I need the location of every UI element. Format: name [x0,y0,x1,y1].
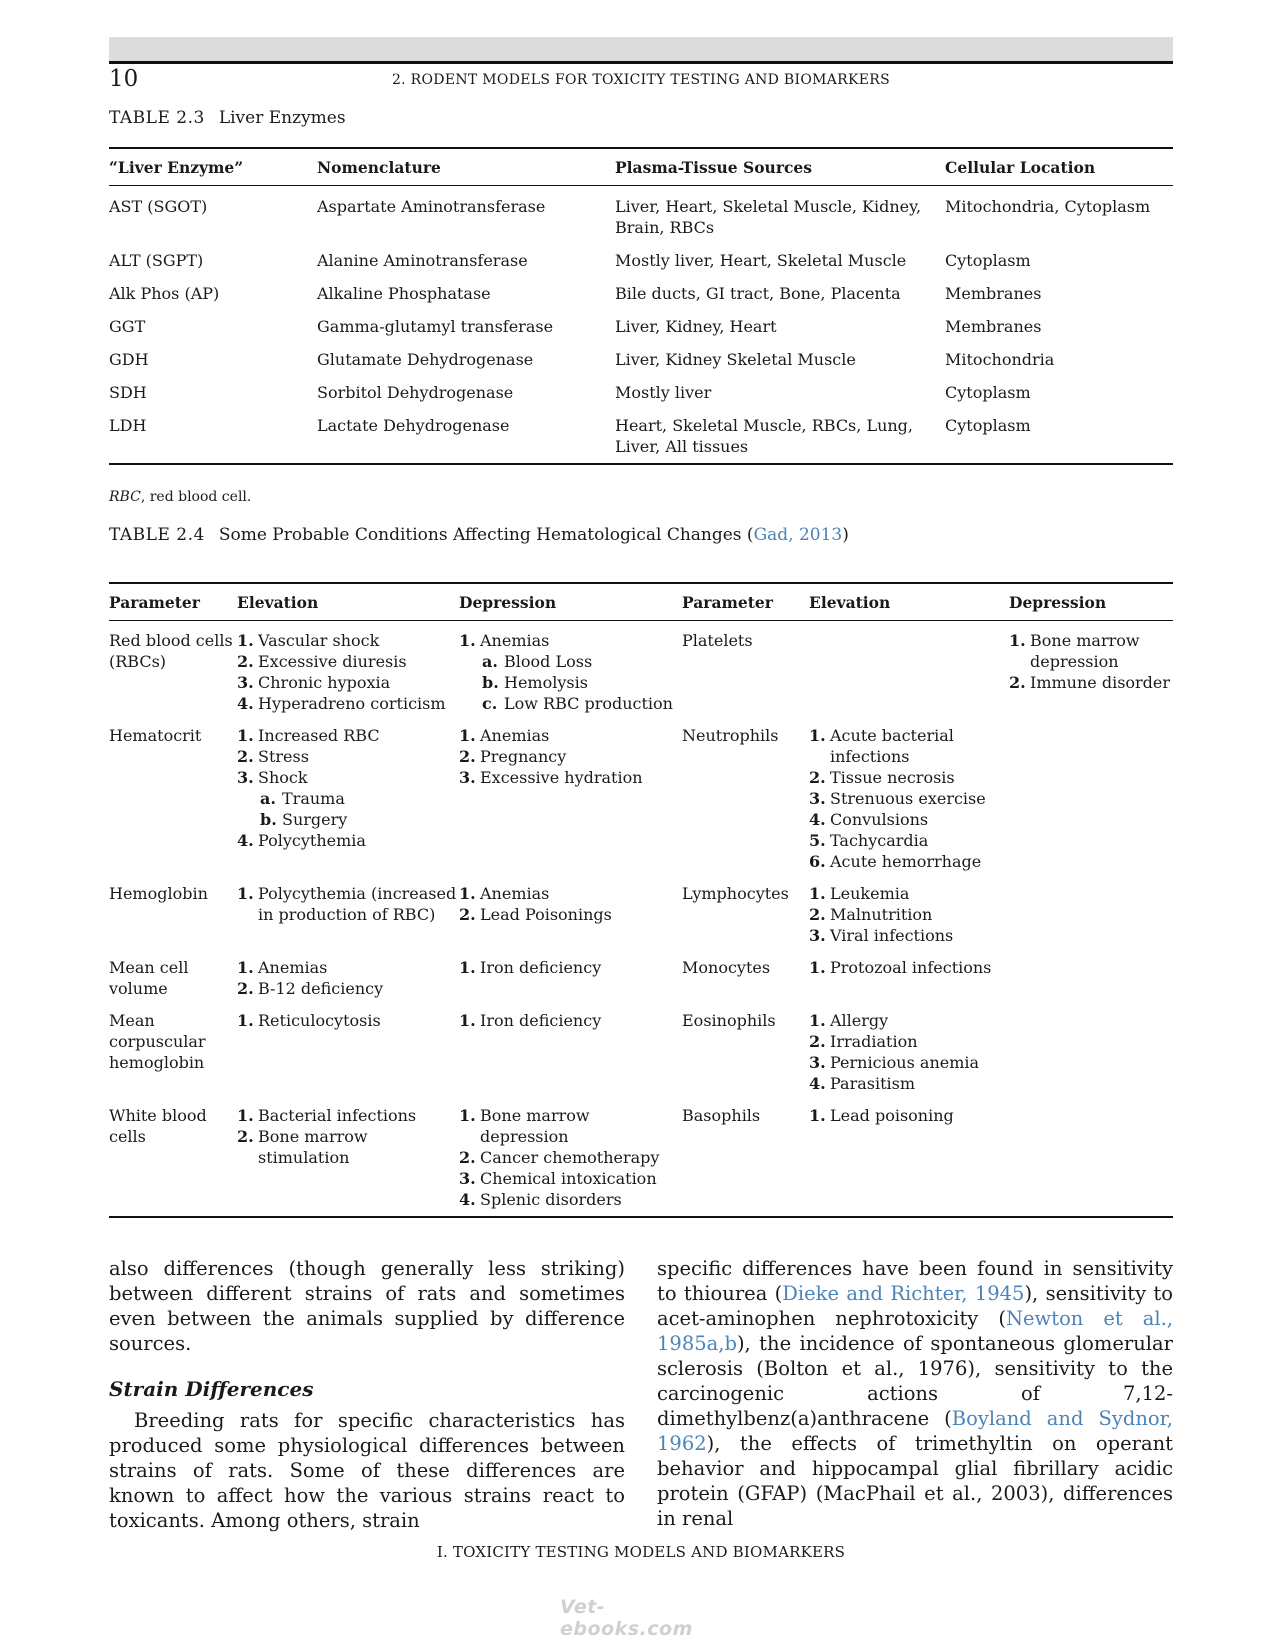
item-text: Stress [258,747,309,766]
elevation-cell [237,725,459,883]
numbered-list [809,957,1009,978]
table-number: TABLE 2.3 [109,108,205,128]
item-text: Cancer chemotherapy [480,1148,660,1167]
table-cell: GGT [109,317,146,336]
item-text: Protozoal infections [830,958,992,977]
item-number: 2. [237,652,254,671]
item-number: 1. [809,884,826,903]
item-number: 1. [809,1011,826,1030]
item-number: 1. [459,1011,476,1030]
table-row [109,349,1173,382]
list-item [1009,630,1173,672]
sub-list-item [260,788,459,809]
sub-list [260,788,459,830]
list-item [809,830,1009,851]
depression-cell [459,1105,682,1217]
item-letter: a. [482,652,498,671]
table-row [109,283,1173,316]
list-item [809,767,1009,788]
parameter-cell: Platelets [682,631,753,650]
item-text: Surgery [282,810,348,829]
numbered-list [459,630,682,714]
table-cell: Mitochondria, Cytoplasm [945,197,1151,216]
list-item [809,725,1009,767]
elevation-cell [809,1010,1009,1105]
item-text: Excessive diuresis [258,652,407,671]
item-text: Increased RBC [258,726,380,745]
depression-cell [459,725,682,883]
list-item [809,957,1009,978]
item-text: Acute bacterial infections [830,726,954,766]
elevation-cell [809,725,1009,883]
numbered-list [237,1105,459,1168]
table-cell: SDH [109,383,147,402]
item-text: Iron deficiency [480,1011,602,1030]
item-text: Leukemia [830,884,910,903]
item-number: 2. [809,1032,826,1051]
table-row [109,621,1173,726]
table-row [109,250,1173,283]
sub-list-item [482,672,682,693]
item-text: Anemias [480,884,550,903]
table-row [109,725,1173,883]
table-2-4-caption [109,525,849,545]
table-cell: Mostly liver, Heart, Skeletal Muscle [615,251,907,270]
depression-cell [459,1010,682,1105]
item-number: 1. [237,631,254,650]
list-item [237,830,459,851]
list-item [809,1073,1009,1094]
item-text: Bacterial infections [258,1106,417,1125]
list-item [459,1168,682,1189]
liver-enzymes-table [109,147,1173,465]
column-header: “Liver Enzyme” [109,158,244,177]
list-item [459,1105,682,1147]
paragraph: also differences (though generally less striking) between different strains of rats and sometimes even between the animals supplied by difference sources. [109,1257,625,1355]
item-text: Bone marrow stimulation [258,1127,368,1167]
list-item [1009,672,1173,693]
item-text: Hyperadreno corticism [258,694,446,713]
numbered-list [459,883,682,925]
citation-link[interactable]: Boyland and Sydnor, 1962 [657,1407,1173,1455]
list-item [809,925,1009,946]
table-cell: Glutamate Dehydrogenase [317,350,534,369]
item-text: Polycythemia [258,831,366,850]
table-cell: Lactate Dehydrogenase [317,416,510,435]
depression-cell [459,883,682,957]
page-number: 10 [109,66,139,92]
item-number: 1. [809,958,826,977]
footer-text: I. TOXICITY TESTING MODELS AND BIOMARKERS [436,1543,846,1561]
parameter-cell: Neutrophils [682,726,779,745]
text-run: specific differences have been found in sensitivity to thiourea ( [657,1257,1173,1305]
table-row [109,382,1173,415]
column-header: Nomenclature [317,158,441,177]
item-text: Vascular shock [258,631,380,650]
table-cell: Membranes [945,317,1042,336]
footnote-abbr: RBC [109,489,141,505]
list-item [459,1010,682,1031]
elevation-cell [237,1105,459,1217]
item-number: 1. [237,1011,254,1030]
item-number: 3. [459,1169,476,1188]
item-number: 1. [459,631,476,650]
list-item [237,978,459,999]
item-number: 1. [237,1106,254,1125]
numbered-list [1009,630,1173,693]
hematological-changes-table [109,582,1173,1218]
depression-cell [459,957,682,1010]
numbered-list [237,957,459,999]
table-cell: Bile ducts, GI tract, Bone, Placenta [615,284,901,303]
list-item [459,957,682,978]
item-text: Allergy [830,1011,889,1030]
table-cell: Alkaline Phosphatase [317,284,491,303]
item-number: 6. [809,852,826,871]
list-item [459,1147,682,1168]
item-text: Acute hemorrhage [830,852,982,871]
table-cell: GDH [109,350,149,369]
parameter-cell: Hemoglobin [109,884,208,903]
list-item [459,725,682,746]
text-run: ), sensitivity to acet-aminophen nephrotoxicity ( [657,1282,1173,1330]
column-header: Elevation [809,593,891,612]
item-number: 1. [809,726,826,745]
table-cell: AST (SGOT) [109,197,208,216]
list-item [809,788,1009,809]
numbered-list [237,725,459,851]
list-item [809,883,1009,904]
numbered-list [809,1010,1009,1094]
item-number: 3. [237,768,254,787]
section-heading: Strain Differences [109,1377,314,1401]
parameter-cell: Lymphocytes [682,884,789,903]
table-cell: Membranes [945,284,1042,303]
item-letter: b. [260,810,277,829]
list-item [237,746,459,767]
running-head: 2. RODENT MODELS FOR TOXICITY TESTING AND BIOMARKERS [391,72,891,88]
elevation-cell [237,883,459,957]
item-text: Anemias [480,631,550,650]
list-item [237,672,459,693]
sub-list-item [482,651,682,672]
numbered-list [237,1010,459,1031]
item-number: 1. [459,1106,476,1125]
table-cell: Aspartate Aminotransferase [317,197,546,216]
table-cell: Mostly liver [615,383,712,402]
item-number: 3. [809,1053,826,1072]
item-text: Tachycardia [830,831,929,850]
numbered-list [237,883,459,925]
table-row [109,186,1173,251]
item-text: Anemias [258,958,328,977]
table-row [109,957,1173,1010]
list-item [809,1031,1009,1052]
item-text: Lead poisoning [830,1106,954,1125]
item-text: Excessive hydration [480,768,643,787]
item-text: Low RBC production [504,694,673,713]
list-item [237,1126,459,1168]
table-row [109,883,1173,957]
item-number: 2. [237,1127,254,1146]
item-number: 2. [809,905,826,924]
table-cell: Cytoplasm [945,416,1031,435]
paragraph [657,1256,1173,1531]
elevation-cell [237,621,459,726]
item-text: Trauma [282,789,345,808]
depression-cell [1009,883,1173,957]
table-row [109,415,1173,464]
text-run: ), the incidence of spontaneous glomerular sclerosis (Bolton et al., 1976), sensitivity to the carcinogenic actions of 7,12-dimethylbenz(a)anthracene ( [657,1332,1173,1430]
item-number: 1. [809,1106,826,1125]
header-rule [109,61,1173,64]
list-item [459,883,682,904]
sub-list-item [482,693,682,714]
numbered-list [237,630,459,714]
sub-list-item [260,809,459,830]
item-number: 1. [1009,631,1026,650]
column-header: Plasma-Tissue Sources [615,158,813,177]
list-item [809,904,1009,925]
item-text: Viral infections [830,926,954,945]
list-item [459,767,682,788]
item-text: Chronic hypoxia [258,673,391,692]
column-header: Depression [459,593,557,612]
item-text: Bone marrow depression [1030,631,1140,671]
numbered-list [809,1105,1009,1126]
table-cell: Mitochondria [945,350,1055,369]
parameter-cell: Eosinophils [682,1011,776,1030]
item-text: Irradiation [830,1032,918,1051]
item-text: Shock [258,768,308,787]
table-cell: Liver, Kidney, Heart [615,317,777,336]
list-item [237,725,459,746]
item-text: Blood Loss [504,652,593,671]
table-header-row [109,583,1173,621]
item-number: 1. [459,958,476,977]
parameter-cell: Hematocrit [109,726,202,745]
table-cell: Liver, Kidney Skeletal Muscle [615,350,856,369]
numbered-list [459,957,682,978]
item-text: Chemical intoxication [480,1169,657,1188]
parameter-cell: Mean cell volume [109,958,189,998]
list-item [237,957,459,978]
numbered-list [459,1010,682,1031]
elevation-cell [237,957,459,1010]
item-text: Polycythemia (increased in production of RBC) [258,884,457,924]
table-cell: Cytoplasm [945,383,1031,402]
table-cell: Cytoplasm [945,251,1031,270]
list-item [809,1052,1009,1073]
item-number: 1. [237,958,254,977]
parameter-cell: Monocytes [682,958,771,977]
parameter-cell: White blood cells [109,1106,207,1146]
sub-list [482,651,682,714]
list-item [237,1105,459,1126]
citation-link[interactable]: Newton et al., 1985a,b [657,1307,1173,1355]
item-number: 1. [459,726,476,745]
item-number: 4. [237,831,254,850]
item-text: Iron deficiency [480,958,602,977]
depression-cell [1009,725,1173,883]
elevation-cell [809,621,1009,726]
elevation-cell [809,883,1009,957]
depression-cell [1009,1105,1173,1217]
list-item [809,809,1009,830]
item-text: Splenic disorders [480,1190,622,1209]
item-text: Anemias [480,726,550,745]
watermark-text: Vet-ebooks.com [560,1596,693,1640]
item-text: Parasitism [830,1074,916,1093]
list-item [459,904,682,925]
depression-cell [1009,957,1173,1010]
item-number: 3. [459,768,476,787]
table-cell: ALT (SGPT) [109,251,204,270]
list-item [459,1189,682,1210]
list-item [237,693,459,714]
table-cell: Gamma-glutamyl transferase [317,317,554,336]
numbered-list [459,1105,682,1210]
table-title: Some Probable Conditions Affecting Hematological Changes ( [218,525,754,545]
item-text: Strenuous exercise [830,789,986,808]
table-footnote [109,489,251,505]
parameter-cell: Mean corpuscular hemoglobin [109,1011,206,1072]
item-number: 2. [459,747,476,766]
table-cell: Alk Phos (AP) [109,284,220,303]
item-number: 4. [809,810,826,829]
list-item [237,883,459,925]
parameter-cell: Red blood cells (RBCs) [109,631,233,671]
item-number: 2. [809,768,826,787]
table-2-3-caption [109,108,346,128]
item-number: 1. [237,884,254,903]
table-cell: Liver, Heart, Skeletal Muscle, Kidney, Brain, RBCs [615,197,922,237]
item-text: Convulsions [830,810,929,829]
elevation-cell [809,957,1009,1010]
item-number: 4. [237,694,254,713]
item-letter: a. [260,789,276,808]
item-number: 1. [459,884,476,903]
table-cell: Sorbitol Dehydrogenase [317,383,514,402]
item-number: 2. [237,747,254,766]
list-item [237,630,459,651]
list-item [809,851,1009,872]
item-text: Hemolysis [504,673,588,692]
item-text: Pernicious anemia [830,1053,980,1072]
column-header: Depression [1009,593,1107,612]
column-header: Parameter [682,593,773,612]
item-number: 3. [809,789,826,808]
column-header: Parameter [109,593,200,612]
list-item [809,1105,1009,1126]
list-item [459,630,682,714]
item-number: 1. [237,726,254,745]
table-header-row [109,148,1173,186]
list-item [237,651,459,672]
footnote-text: , red blood cell. [140,489,252,505]
numbered-list [459,725,682,788]
item-number: 2. [459,1148,476,1167]
item-number: 2. [459,905,476,924]
table-title: Liver Enzymes [218,108,346,128]
table-number: TABLE 2.4 [109,525,205,545]
column-header: Elevation [237,593,319,612]
item-text: Malnutrition [830,905,933,924]
list-item [809,1010,1009,1031]
item-number: 3. [237,673,254,692]
citation-link[interactable]: Gad, 2013 [753,525,843,545]
table-cell: LDH [109,416,147,435]
numbered-list [809,883,1009,946]
body-column-left [109,1256,625,1533]
table-cell: Heart, Skeletal Muscle, RBCs, Lung, Liver, All tissues [615,416,913,456]
table-row [109,1105,1173,1217]
item-text: Reticulocytosis [258,1011,381,1030]
item-letter: b. [482,673,499,692]
table-row [109,316,1173,349]
item-number: 2. [1009,673,1026,692]
item-number: 5. [809,831,826,850]
depression-cell [1009,1010,1173,1105]
list-item [237,1010,459,1031]
table-row [109,1010,1173,1105]
parameter-cell: Basophils [682,1106,761,1125]
citation-link[interactable]: Dieke and Richter, 1945 [782,1282,1025,1305]
body-column-right [657,1256,1173,1531]
item-number: 3. [809,926,826,945]
list-item [237,767,459,830]
item-text: Lead Poisonings [480,905,612,924]
item-number: 4. [459,1190,476,1209]
item-text: B-12 deficiency [258,979,384,998]
depression-cell [459,621,682,726]
item-letter: c. [482,694,498,713]
text-run: ), the effects of trimethyltin on operant behavior and hippocampal glial fibrillary acidic protein (GFAP) (MacPhail et al., 2003), differences in renal [657,1432,1173,1530]
table-title-end: ) [842,525,849,545]
depression-cell [1009,621,1173,726]
numbered-list [809,725,1009,872]
watermark-logo [560,1596,720,1640]
item-text: Bone marrow depression [480,1106,590,1146]
list-item [459,746,682,767]
item-text: Tissue necrosis [830,768,955,787]
elevation-cell [809,1105,1009,1217]
column-header: Cellular Location [945,158,1096,177]
table-cell: Alanine Aminotransferase [317,251,528,270]
item-number: 4. [809,1074,826,1093]
header-bar [109,37,1173,61]
item-text: Immune disorder [1030,673,1171,692]
item-text: Pregnancy [480,747,567,766]
elevation-cell [237,1010,459,1105]
paragraph: Breeding rats for specific characteristics has produced some physiological differences between strains of rats. Some of these differences are known to affect how the various strains react to toxicants. Among others, strain [109,1409,625,1532]
item-number: 2. [237,979,254,998]
